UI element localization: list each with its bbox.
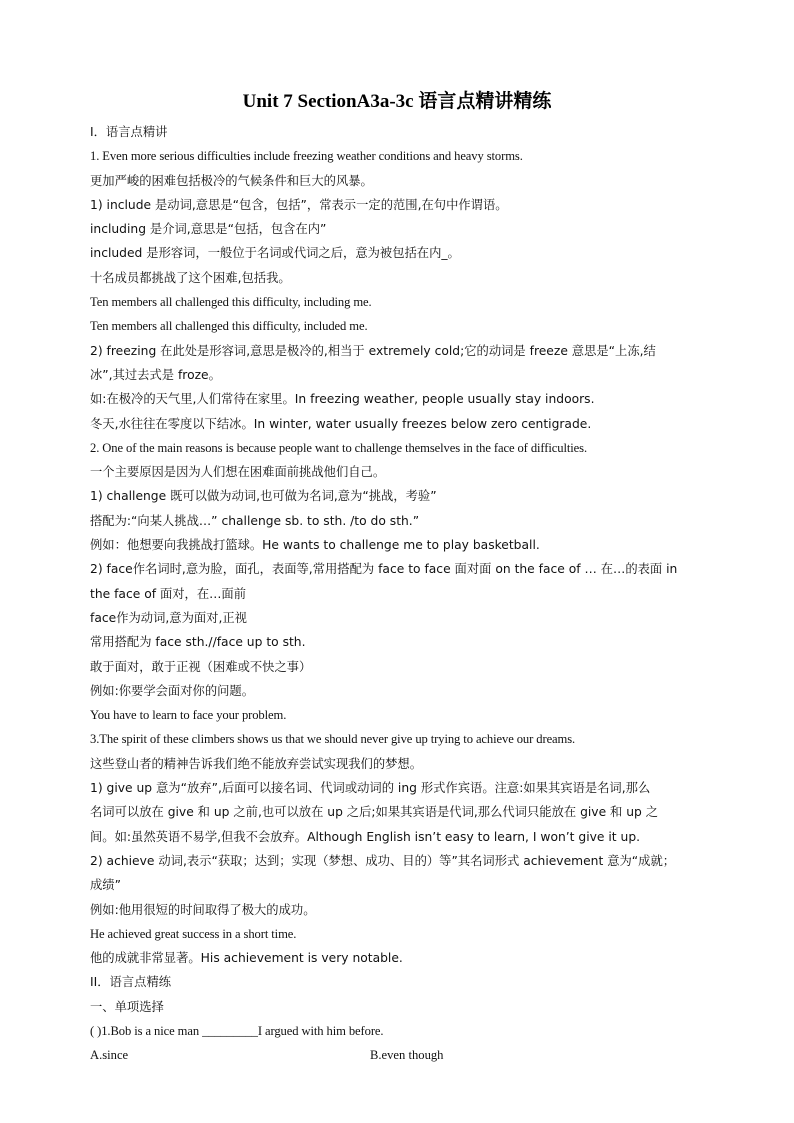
text-line: 1) challenge 既可以做为动词,也可做为名词,意为“挑战，考验”	[90, 489, 437, 504]
text-line: 成绩”	[90, 878, 121, 893]
text-line: Ten members all challenged this difficulty, including me.	[90, 295, 372, 310]
text-line: 3.The spirit of these climbers shows us that we should never give up trying to achieve our dreams.	[90, 732, 576, 747]
text-line: including 是介词,意思是“包括，包含在内”	[90, 222, 327, 237]
section-heading: I．语言点精讲	[90, 125, 168, 139]
text-line: 这些登山者的精神告诉我们绝不能放弃尝试实现我们的梦想。	[90, 756, 423, 771]
option-a: A.since	[90, 1048, 129, 1063]
text-line: face作为动词,意为面对,正视	[90, 610, 247, 625]
text-line: 十名成员都挑战了这个困难,包括我。	[90, 270, 291, 285]
document-body	[90, 120, 710, 1068]
text-line: He achieved great success in a short time.	[90, 926, 297, 941]
text-line: included 是形容词，一般位于名词或代词之后，意为被包括在内_。	[90, 246, 460, 261]
text-line: 冰”,其过去式是 froze。	[90, 367, 221, 382]
text-line: 例如:你要学会面对你的问题。	[90, 683, 255, 698]
text-line: 2) face作名词时,意为脸，面孔，表面等,常用搭配为 face to face 面对面 on the face of … 在…的表面 in	[90, 562, 678, 577]
text-line: 2) achieve 动词,表示“获取；达到；实现（梦想、成功、目的）等”其名词形式 achievement 意为“成就；	[90, 853, 676, 868]
text-line: 冬天,水往往在零度以下结冰。In winter, water usually freezes below zero centigrade.	[90, 416, 592, 431]
text-line: 2. One of the main reasons is because people want to challenge themselves in the face of difficulties.	[90, 440, 587, 455]
section-heading: II．语言点精练	[90, 975, 172, 990]
text-line: 间。如:虽然英语不易学,但我不会放弃。Although English isn’t easy to learn, I won’t give it up.	[90, 829, 641, 844]
text-line: 如:在极冷的天气里,人们常待在家里。In freezing weather, people usually stay indoors.	[90, 392, 595, 407]
question-line: ( )1.Bob is a nice man _________I argued with him before.	[90, 1023, 384, 1038]
text-line: 名词可以放在 give 和 up 之前,也可以放在 up 之后;如果其宾语是代词,那么代词只能放在 give 和 up 之	[90, 805, 659, 820]
text-line: 1. Even more serious difficulties include freezing weather conditions and heavy storms.	[90, 149, 523, 164]
text-line: Ten members all challenged this difficulty, included me.	[90, 319, 368, 334]
text-line: 一个主要原因是因为人们想在困难面前挑战他们自己。	[90, 465, 386, 480]
text-line: 他的成就非常显著。His achievement is very notable.	[90, 951, 403, 966]
text-line: 常用搭配为 face sth.//face up to sth.	[90, 635, 306, 650]
text-line: 例如:他用很短的时间取得了极大的成功。	[90, 902, 316, 917]
text-line: 例如：他想要向我挑战打篮球。He wants to challenge me to play basketball.	[90, 538, 540, 553]
text-line: 1) give up 意为“放弃”,后面可以接名词、代词或动词的 ing 形式作宾语。注意:如果其宾语是名词,那么	[90, 781, 651, 796]
text-line: 2) freezing 在此处是形容词,意思是极冷的,相当于 extremely cold;它的动词是 freeze 意思是“上冻,结	[90, 343, 656, 358]
option-b: B.even though	[370, 1048, 444, 1063]
text-line: the face of 面对，在…面前	[90, 586, 247, 601]
text-line: 敢于面对，敢于正视（困难或不快之事）	[90, 659, 312, 674]
subsection-heading: 一、单项选择	[90, 999, 164, 1014]
answer-options	[90, 1043, 710, 1067]
text-line: 更加严峻的困难包括极冷的气候条件和巨大的风暴。	[90, 173, 373, 188]
page-title: Unit 7 SectionA3a-3c 语言点精讲精练	[242, 91, 552, 112]
text-line: 搭配为:“向某人挑战…” challenge sb. to sth. /to do sth.”	[90, 513, 420, 528]
text-line: You have to learn to face your problem.	[90, 708, 287, 723]
text-line: 1) include 是动词,意思是“包含，包括”，常表示一定的范围,在句中作谓语。	[90, 197, 508, 212]
